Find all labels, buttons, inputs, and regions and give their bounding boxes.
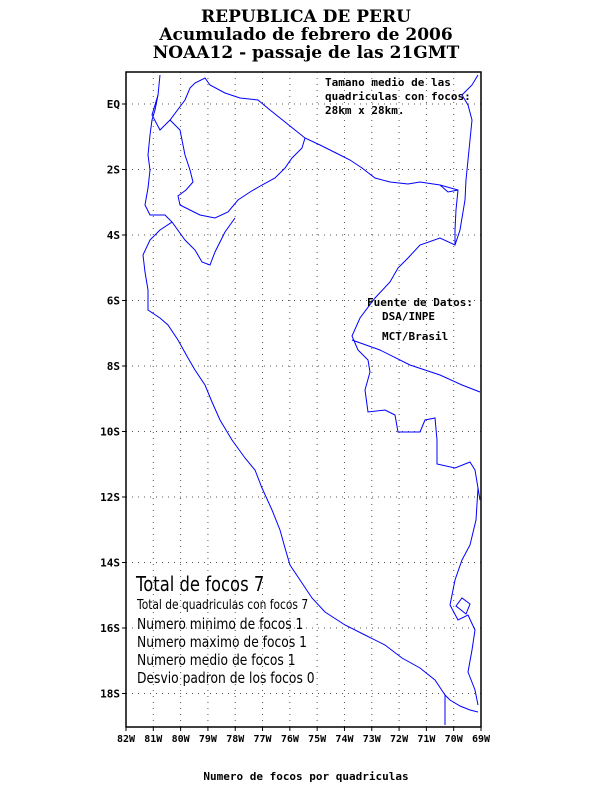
- title-line-2: Acumulado de febrero de 2006: [159, 25, 453, 45]
- ecuador-border: [170, 120, 305, 218]
- x-tick-label: 82W: [116, 734, 136, 745]
- y-tick-label: 12S: [100, 491, 120, 504]
- latitude-ticks: [100, 98, 126, 701]
- stats-max-focos: Numero maximo de focos 1: [137, 633, 307, 651]
- longitude-ticks: [117, 727, 491, 745]
- stats-mean-focos: Numero medio de focos 1: [137, 651, 296, 669]
- x-tick-label: 75W: [308, 734, 327, 745]
- x-tick-label: 77W: [253, 734, 272, 745]
- stats-stddev-focos: Desvio padron de los focos 0: [137, 669, 315, 687]
- data-source-label: Fuente de Datos:: [367, 296, 473, 309]
- x-tick-label: 69W: [471, 734, 491, 745]
- x-tick-label: 72W: [390, 734, 409, 745]
- footer-caption: Numero de focos por quadriculas: [203, 770, 409, 783]
- stats-min-focos: Numero minimo de focos 1: [137, 615, 304, 633]
- title-line-3: NOAA12 - passaje de las 21GMT: [152, 43, 460, 63]
- x-tick-label: 78W: [226, 734, 245, 745]
- x-tick-label: 71W: [417, 734, 436, 745]
- x-tick-label: 79W: [198, 734, 217, 745]
- x-tick-label: 80W: [171, 734, 190, 745]
- stats-total-quadriculas: Total de quadriculas con focos 7: [137, 598, 309, 613]
- grid-size-note-2: quadriculas con focos:: [325, 90, 471, 103]
- y-tick-label: 18S: [100, 687, 120, 701]
- data-source-line-1: DSA/INPE: [382, 310, 435, 323]
- y-tick-label: 16S: [100, 622, 120, 635]
- y-tick-label: EQ: [106, 98, 120, 111]
- y-tick-label: 4S: [106, 229, 120, 242]
- y-tick-label: 10S: [100, 425, 120, 439]
- chile-border: [445, 695, 478, 712]
- x-tick-label: 73W: [362, 734, 381, 745]
- y-tick-label: 14S: [100, 556, 120, 570]
- brazil-border: [352, 340, 480, 392]
- y-tick-label: 6S: [106, 294, 120, 308]
- grid-size-note-3: 28km x 28km.: [325, 104, 405, 117]
- grid-size-note-1: Tamano medio de las: [325, 76, 451, 89]
- data-source-line-2: MCT/Brasil: [382, 330, 449, 343]
- x-tick-label: 70W: [444, 734, 463, 745]
- title-line-1: REPUBLICA DE PERU: [201, 7, 411, 27]
- stats-total-focos: Total de focos 7: [136, 572, 265, 596]
- x-tick-label: 76W: [280, 734, 299, 745]
- bolivia-border: [450, 488, 478, 705]
- x-tick-label: 81W: [144, 734, 163, 745]
- ecuador-south-border: [172, 218, 235, 265]
- x-tick-label: 74W: [335, 734, 354, 745]
- y-tick-label: 8S: [106, 360, 120, 373]
- y-tick-label: 2S: [106, 163, 120, 177]
- peru-coastline: [152, 75, 480, 500]
- bolivia-lake: [456, 598, 470, 614]
